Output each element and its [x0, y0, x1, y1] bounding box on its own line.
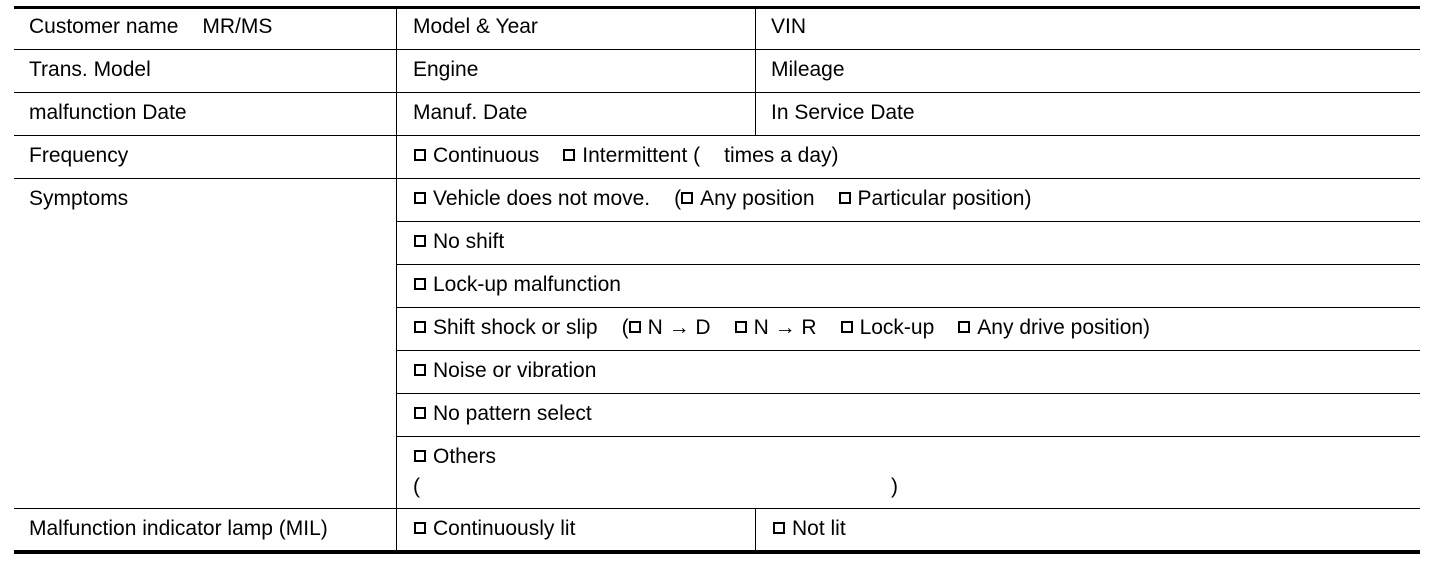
lockup-checkbox[interactable]	[841, 321, 853, 333]
lockup-label: Lock-up	[859, 316, 935, 339]
row-divider	[396, 307, 1420, 308]
any-drive-position-checkbox[interactable]	[958, 321, 970, 333]
mil-not-lit-option	[773, 516, 846, 542]
any-position-label: Any position	[700, 187, 815, 210]
column-divider	[755, 8, 756, 135]
row-divider	[396, 264, 1420, 265]
diagnostic-worksheet	[14, 0, 1420, 556]
continuously-lit-checkbox[interactable]	[414, 522, 426, 534]
symptoms-label: Symptoms	[29, 187, 129, 210]
continuously-lit-label: Continuously lit	[433, 517, 576, 540]
n-to-r-checkbox[interactable]	[735, 321, 747, 333]
frequency-options	[414, 143, 839, 169]
symptom-no-shift	[414, 229, 504, 255]
row-divider	[14, 135, 1420, 136]
row-divider	[14, 92, 1420, 93]
times-a-day-label: times a day)	[724, 144, 839, 167]
top-border	[14, 6, 1420, 9]
customer-name-label: Customer name	[29, 15, 179, 38]
row-divider	[396, 393, 1420, 394]
trans-model-label: Trans. Model	[29, 58, 151, 81]
column-divider	[396, 8, 397, 551]
lockup-malfunction-label: Lock-up malfunction	[433, 273, 621, 296]
vin-label: VIN	[771, 15, 807, 38]
malfunction-date-label: malfunction Date	[29, 101, 187, 124]
symptom-noise-vibration	[414, 358, 596, 384]
row-divider	[396, 221, 1420, 222]
symptom-no-pattern-select	[414, 401, 592, 427]
others-open-paren: (	[413, 475, 420, 498]
particular-position-label: Particular position)	[857, 187, 1032, 210]
row-divider	[14, 508, 1420, 509]
in-service-date-label: In Service Date	[771, 101, 915, 124]
symptom-vehicle-does-not-move	[414, 186, 1031, 212]
customer-name-field	[29, 14, 272, 40]
intermittent-checkbox[interactable]	[563, 149, 575, 161]
vehicle-does-not-move-checkbox[interactable]	[414, 192, 426, 204]
shift-shock-checkbox[interactable]	[414, 321, 426, 333]
symptom-lockup-malfunction	[414, 272, 621, 298]
noise-vibration-checkbox[interactable]	[414, 364, 426, 376]
mil-continuously-lit-option	[414, 516, 575, 542]
others-close-paren: )	[891, 475, 898, 498]
continuous-option-label: Continuous	[433, 144, 540, 167]
n-to-r-label: N → R	[753, 316, 817, 339]
no-pattern-select-label: No pattern select	[433, 402, 592, 425]
vehicle-does-not-move-label: Vehicle does not move.	[433, 187, 651, 210]
intermittent-option-label: Intermittent (	[582, 144, 701, 167]
row-divider	[396, 436, 1420, 437]
n-to-d-label: N → D	[647, 316, 711, 339]
symptom-shift-shock	[414, 315, 1150, 341]
model-year-label: Model & Year	[413, 15, 538, 38]
row-divider	[14, 178, 1420, 179]
customer-title-label: MR/MS	[202, 15, 273, 38]
noise-vibration-label: Noise or vibration	[433, 359, 597, 382]
others-checkbox[interactable]	[414, 450, 426, 462]
open-paren: (	[621, 316, 629, 339]
n-to-d-checkbox[interactable]	[629, 321, 641, 333]
row-divider	[14, 49, 1420, 50]
mileage-label: Mileage	[771, 58, 845, 81]
mil-label: Malfunction indicator lamp (MIL)	[29, 517, 328, 540]
bottom-border	[14, 550, 1420, 554]
continuous-checkbox[interactable]	[414, 149, 426, 161]
any-drive-position-label: Any drive position)	[977, 316, 1151, 339]
frequency-label: Frequency	[29, 144, 129, 167]
column-divider	[755, 508, 756, 551]
no-pattern-select-checkbox[interactable]	[414, 407, 426, 419]
symptom-others	[414, 444, 496, 470]
any-position-checkbox[interactable]	[681, 192, 693, 204]
no-shift-checkbox[interactable]	[414, 235, 426, 247]
lockup-malfunction-checkbox[interactable]	[414, 278, 426, 290]
no-shift-label: No shift	[433, 230, 505, 253]
not-lit-label: Not lit	[792, 517, 846, 540]
particular-position-checkbox[interactable]	[839, 192, 851, 204]
not-lit-checkbox[interactable]	[773, 522, 785, 534]
manuf-date-label: Manuf. Date	[413, 101, 528, 124]
engine-label: Engine	[413, 58, 479, 81]
row-divider	[396, 350, 1420, 351]
others-label: Others	[433, 445, 497, 468]
shift-shock-label: Shift shock or slip	[433, 316, 598, 339]
open-paren: (	[674, 187, 682, 210]
